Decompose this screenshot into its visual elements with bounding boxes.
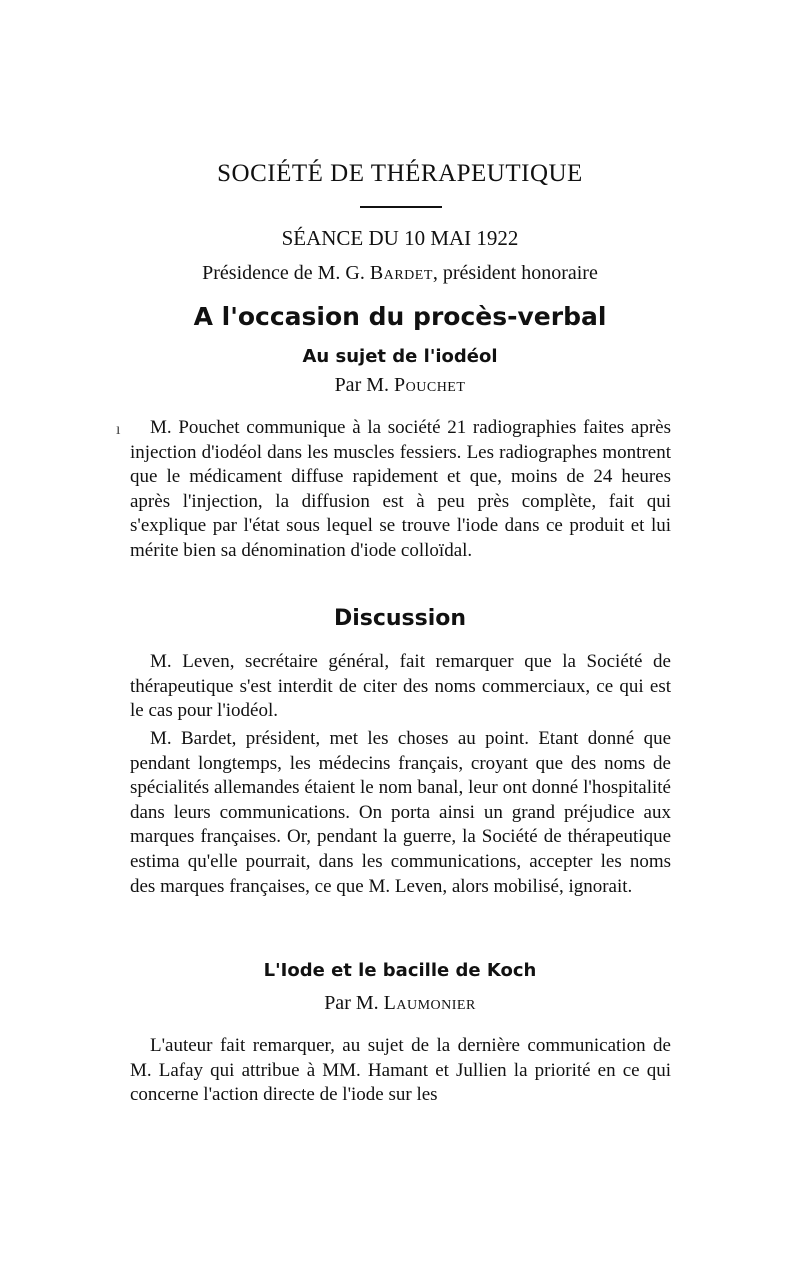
- margin-mark: ı: [116, 421, 121, 438]
- paragraph-leven: M. Leven, secrétaire général, fait remarquer que la Société de thérapeutique s'est interdit de citer des noms commerciaux, ce qui est le cas pour l'iodéol.: [130, 651, 671, 722]
- paragraph-laumonier: L'auteur fait remarquer, au sujet de la dernière communication de M. Lafay qui attribue à MM. Hamant et Jullien la priorité en ce qui concerne l'action directe de l'iode sur les: [130, 1035, 671, 1106]
- presidence-suffix: , président honoraire: [432, 262, 598, 284]
- author-prefix: Par M.: [324, 992, 384, 1014]
- journal-title: SOCIÉTÉ DE THÉRAPEUTIQUE: [217, 160, 583, 187]
- section-heading-discussion: Discussion: [333, 606, 467, 631]
- author-name: Pouchet: [394, 374, 466, 396]
- title-divider: [360, 206, 442, 208]
- subheading-iodeol: Au sujet de l'iodéol: [302, 346, 498, 367]
- author-line-laumonier: [0, 992, 800, 1015]
- paragraph-pouchet: M. Pouchet communique à la société 21 radiographies faites après injection d'iodéol dans les muscles fessiers. Les radiographes montrent que le médicament diffuse rapidement et que, moins de 24 heures après l'injection, la diffusion est à peu près complète, fait qui s'explique par l'état sous lequel se trouve l'iode dans ce produit et lui mérite bien sa dénomination d'iode colloïdal.: [130, 417, 671, 561]
- paragraph-bardet: M. Bardet, président, met les choses au point. Etant donné que pendant longtemps, les médecins français, croyant que des noms de spécialités allemandes étaient le nom banal, leur ont donné l'hospitalité dans leurs communications. On porta ainsi un grand préjudice aux marques françaises. Or, pendant la guerre, la Société de thérapeutique estima qu'elle pourrait, dans les communications, accepter les noms des marques françaises, ce que M. Leven, alors mobilisé, ignorait.: [130, 728, 671, 897]
- section-heading-iode-koch: L'Iode et le bacille de Koch: [263, 960, 537, 981]
- president-name: Bardet: [369, 262, 433, 284]
- author-name: Laumonier: [383, 992, 476, 1014]
- author-prefix: Par M.: [334, 374, 395, 396]
- presidence-line: [0, 262, 800, 285]
- author-line-pouchet: [0, 374, 800, 397]
- presidence-prefix: Présidence de M. G.: [202, 262, 370, 284]
- seance-date: SÉANCE DU 10 MAI 1922: [281, 226, 519, 250]
- section-heading-occasion: A l'occasion du procès-verbal: [193, 302, 607, 331]
